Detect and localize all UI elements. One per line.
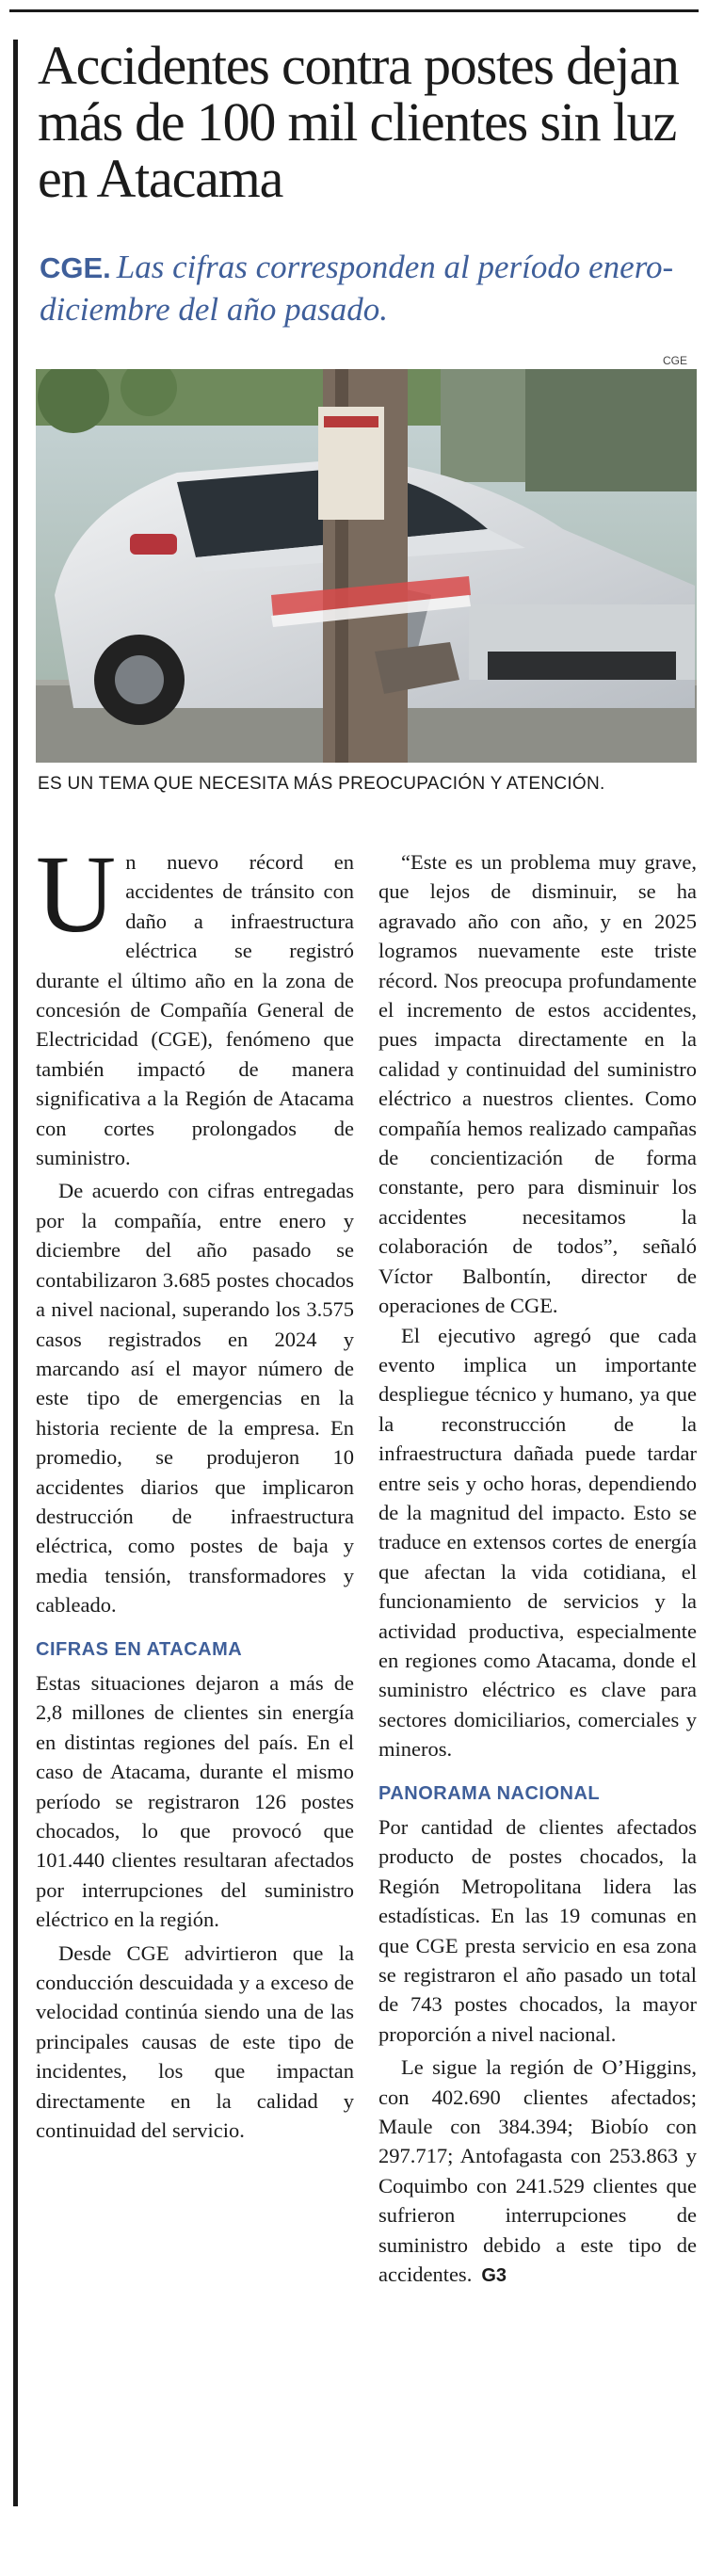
subhead-cifras-atacama: CIFRAS EN ATACAMA [36, 1638, 243, 1660]
body-paragraph: Por cantidad de clientes afectados producto de postes chocados, la Región Metropolitana lidera las estadísticas. En las 19 comunas en que CGE presta servicio en esa zona se registraron el año pasado un total de 743 postes chocados, la mayor proporción a nivel nacional. [378, 1815, 697, 2046]
body-paragraph: Estas situaciones dejaron a más de 2,8 millones de clientes sin energía en distintas regiones del país. En el caso de Atacama, durante el mismo período se registraron 126 postes chocados, lo que provocó que 101.440 clientes resultaran afectados por interrupciones del suministro eléctrico en la región. [36, 1670, 354, 1932]
top-rule [9, 9, 699, 12]
article-photo [36, 369, 697, 763]
column-right-content [378, 847, 697, 2292]
photo-caption: ES UN TEMA QUE NECESITA MÁS PREOCUPACIÓN Y ATENCIÓN. [38, 774, 605, 794]
body-paragraph: De acuerdo con cifras entregadas por la compañía, entre enero y diciembre del año pasado se contabilizaron 3.685 postes chocados a nivel nacional, superando los 3.575 casos registrados en 2024 y marcando así el mayor número de este tipo de emergencias en la historia reciente de la empresa. En promedio, se produjeron 10 accidentes diarios que implicaron destrucción de infraestructura eléctrica, como postes de baja y media tensión, transformadores y cableado. [36, 1179, 354, 1618]
photo-credit: CGE [662, 354, 687, 367]
deck-summary: Las cifras corresponden al período enero-diciembre del año pasado. [40, 249, 674, 328]
end-mark: G3 [481, 2265, 507, 2287]
body-paragraph [378, 2053, 697, 2291]
drop-cap: U [36, 832, 117, 956]
deck [40, 247, 689, 330]
intro-paragraph [36, 832, 354, 1172]
headline: Accidentes contra postes dejan más de 100 mil clientes sin luz en Atacama [38, 35, 679, 209]
closing-text: Le sigue la región de O’Higgins, con 402.690 clientes afectados; Maule con 384.394; Biobío con 297.717; Antofagasta con 253.863 y Coquimbo con 241.529 clientes que sufrieron interrupciones de suministro debido a este tipo de accidentes. [378, 2055, 697, 2287]
quote-paragraph: “Este es un problema muy grave, que lejos de disminuir, se ha agravado año con año, y en 2025 logramos nuevamente este triste récord. Nos preocupa profundamente el incremento de estos accidentes, pues impacta directamente en la calidad y continuidad del suministro eléctrico a nuestros clientes. Como compañía hemos realizado campañas de concientización de forma constante, pero para disminuir los accidentes necesitamos la colaboración de todos”, señaló Víctor Balbontín, director de operaciones de CGE. [378, 850, 697, 1318]
body-paragraph: Desde CGE advirtieron que la conducción descuidada y a exceso de velocidad continúa siendo una de las principales causas de este tipo de incidentes, los que impactan directamente en la calidad y continuidad del servicio. [36, 1940, 354, 2143]
crashed-car-illustration [36, 369, 697, 763]
subhead-panorama-nacional: PANORAMA NACIONAL [378, 1782, 601, 1804]
intro-text: n nuevo récord en accidentes de tránsito con daño a infraestructura eléctrica se registró durante el último año en la zona de concesión de Compañía General de Electricidad (CGE), fenómeno que también impactó de manera significativa a la Región de Atacama con cortes prolongados de suministro. [36, 850, 354, 1170]
section-side-bar [13, 40, 18, 2506]
column-left [36, 832, 354, 2145]
body-paragraph: El ejecutivo agregó que cada evento implica un importante despliegue técnico y humano, ya que la reconstrucción de la infraestructura dañada puede tardar entre seis y ocho horas, dependiendo de la magnitud del impacto. Esto se traduce en extensos cortes de energía que afectan la vida cotidiana, el funcionamiento de servicios y la actividad productiva, especialmente en regiones como Atacama, donde el suministro eléctrico es clave para sectores domiciliarios, comerciales y mineros. [378, 1323, 697, 1762]
deck-kicker: CGE. [40, 251, 111, 284]
